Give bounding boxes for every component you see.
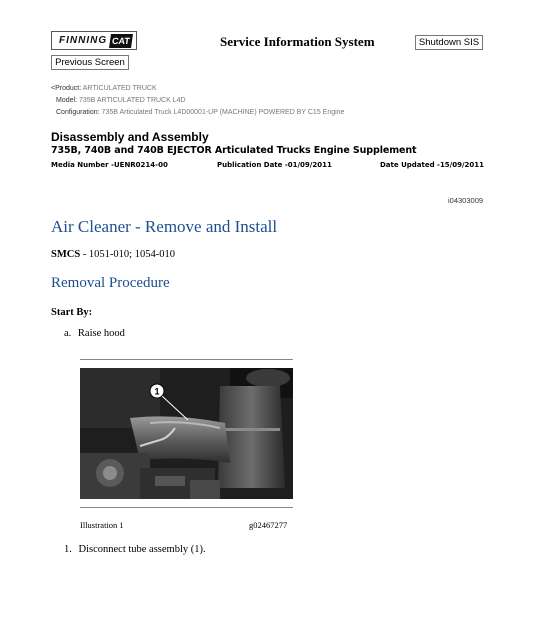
finning-cat-logo bbox=[51, 31, 137, 50]
logo-text: FINNING bbox=[59, 35, 108, 46]
shutdown-sis-button[interactable]: Shutdown SIS bbox=[415, 35, 483, 50]
media-number: Media Number -UENR0214-00 bbox=[51, 161, 168, 169]
model-value: 735B ARTICULATED TRUCK L4D bbox=[78, 97, 186, 104]
engine-photo bbox=[80, 368, 293, 499]
procedure-heading: Removal Procedure bbox=[51, 275, 170, 291]
start-by-label: Start By: bbox=[51, 307, 93, 318]
previous-screen-button[interactable]: Previous Screen bbox=[51, 55, 129, 70]
product-label[interactable]: <Product: bbox=[51, 85, 82, 92]
illustration-bottom-rule bbox=[80, 507, 293, 508]
step-1-marker: 1. bbox=[64, 544, 72, 555]
system-title: Service Information System bbox=[220, 34, 375, 49]
configuration-value: 735B Articulated Truck L4D00001-UP (MACHINE) POWERED BY C15 Engine bbox=[101, 109, 345, 116]
product-line bbox=[51, 85, 157, 92]
smcs-value: - 1051-010; 1054-010 bbox=[80, 249, 175, 260]
illustration-label: Illustration 1 bbox=[80, 520, 124, 530]
smcs-label: SMCS bbox=[51, 249, 81, 260]
section-heading: Disassembly and Assembly bbox=[51, 130, 209, 144]
configuration-label: Configuration: bbox=[56, 109, 100, 116]
prestep-text: Raise hood bbox=[77, 328, 125, 339]
step-1-text: Disconnect tube assembly (1). bbox=[78, 544, 206, 555]
illustration-code: g02467277 bbox=[249, 520, 288, 530]
smcs-line bbox=[51, 249, 175, 260]
document-id: i04303009 bbox=[448, 196, 484, 205]
page-title: Air Cleaner - Remove and Install bbox=[51, 217, 278, 236]
date-updated: Date Updated -15/09/2011 bbox=[380, 161, 485, 169]
prestep-marker: a. bbox=[64, 328, 72, 339]
publication-date: Publication Date -01/09/2011 bbox=[217, 161, 332, 169]
configuration-line bbox=[56, 109, 344, 116]
model-label: Model: bbox=[56, 97, 78, 104]
illustration-image bbox=[80, 368, 293, 499]
step-1-item bbox=[64, 544, 206, 555]
prestep-item bbox=[64, 328, 125, 339]
document-subtitle: 735B, 740B and 740B EJECTOR Articulated Trucks Engine Supplement bbox=[51, 145, 417, 156]
callout-number: 1 bbox=[154, 386, 160, 397]
model-line bbox=[56, 97, 186, 104]
illustration-top-rule bbox=[80, 359, 293, 360]
product-value: ARTICULATED TRUCK bbox=[82, 85, 157, 92]
cat-logo-mark: CAT bbox=[109, 34, 133, 48]
